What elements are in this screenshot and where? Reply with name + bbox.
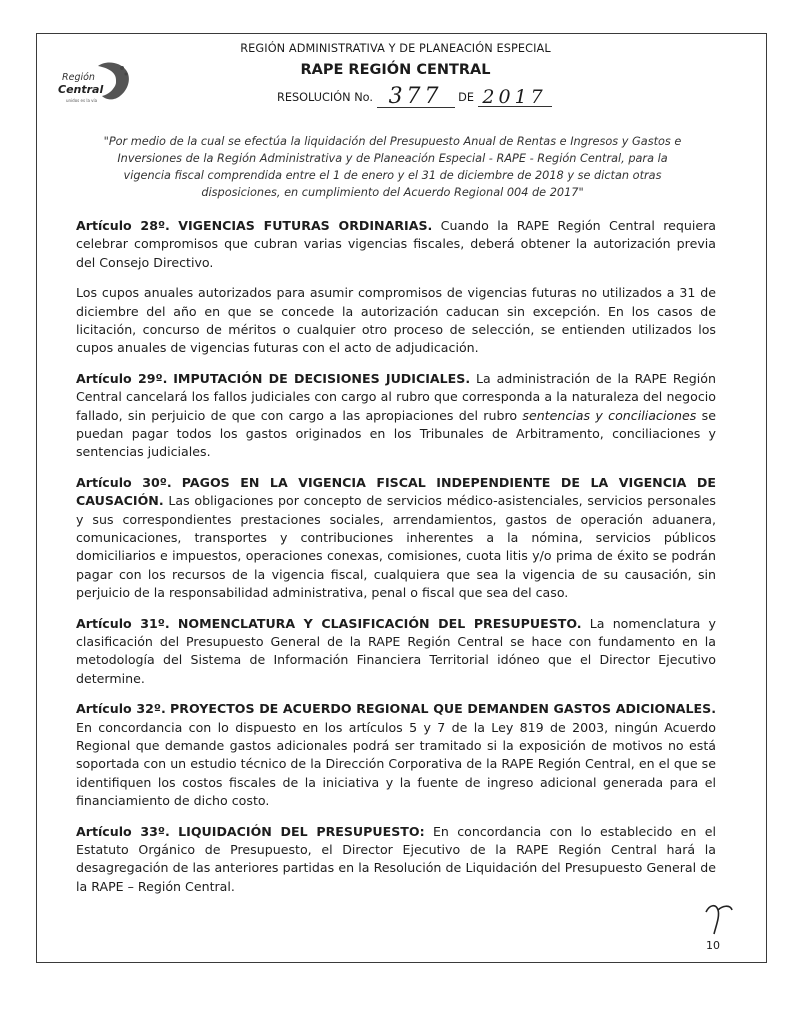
resolution-number: 377 — [388, 84, 443, 109]
article-30-text: Las obligaciones por concepto de servicios médico-asistenciales, servicios personales y sus correspondientes prestaciones sociales, arrendamientos, gastos de operación aduanera, comunicaciones, transportes y contribuciones inherentes a la nómina, servicios públicos domiciliarios e impuestos, operaciones conexas, comisiones, cuota litis y/o prima de éxito se podrán pagar con los recursos de la vigencia fiscal, cualquiera que sea la vigencia de su causación, sin perjuicio de la responsabilidad administrativa, penal o fiscal que sea del caso. — [76, 493, 716, 600]
article-32 — [76, 700, 716, 810]
resolution-year-blank — [478, 84, 552, 107]
article-29-title: IMPUTACIÓN DE DECISIONES JUDICIALES. — [173, 371, 471, 387]
resolution-line — [277, 82, 552, 108]
article-28 — [76, 217, 716, 272]
svg-text:Región: Región — [62, 72, 95, 83]
resolution-year: 2017 — [482, 86, 547, 108]
article-33-title: LIQUIDACIÓN DEL PRESUPUESTO: — [178, 823, 425, 839]
page-number: 10 — [706, 939, 720, 952]
article-32-text: En concordancia con lo dispuesto en los artículos 5 y 7 de la Ley 819 de 2003, ningún Acuerdo Regional que demande gastos adicionales podrá ser tramitado si la exposición de motivos no está soportada con un estudio técnico de la Dirección Corporativa de la RAPE Región Central, en el que se identifiquen los costos fiscales de la iniciativa y la fuente de ingreso adicional generada para el financiamiento de dicho costo. — [76, 719, 716, 808]
article-31-text: La nomenclatura y clasificación del Presupuesto General de la RAPE Región Central se hace con fundamento en la metodología del Sistema de Información Financiera Territorial idóneo que el Director Ejecutivo determine. — [76, 615, 716, 686]
svg-text:unidos es la vía: unidos es la vía — [66, 98, 98, 103]
header-entity-line: REGIÓN ADMINISTRATIVA Y DE PLANEACIÓN ESPECIAL — [240, 42, 551, 55]
de-label: DE — [458, 91, 474, 104]
article-32-title: PROYECTOS DE ACUERDO REGIONAL QUE DEMANDEN GASTOS ADICIONALES. — [170, 701, 716, 717]
article-30 — [76, 474, 716, 602]
handwritten-initial-mark — [700, 898, 736, 938]
article-31 — [76, 615, 716, 688]
article-28-text: Cuando la RAPE Región Central requiera celebrar compromisos que cubran varias vigencias fiscales, deberá obtener la autorización previa del Consejo Directivo. — [76, 218, 716, 270]
article-29-label: Artículo 29º. — [76, 371, 168, 387]
article-28-paragraph-2: Los cupos anuales autorizados para asumir compromisos de vigencias futuras no utilizados a 31 de diciembre del año en que se concede la autorización caducan sin excepción. En los casos de licitación, concurso de méritos o cualquier otro proceso de selección, se entienden utilizados los cupos anuales de vigencias futuras con el acto de adjudicación. — [76, 285, 716, 356]
article-29-text-b: se puedan pagar todos los gastos originados en los Tribunales de Arbitramento, conciliaciones y sentencias judiciales. — [76, 407, 716, 460]
svg-text:Central: Central — [58, 83, 104, 96]
article-31-label: Artículo 31º. — [76, 615, 170, 631]
article-29 — [76, 370, 716, 461]
article-33 — [76, 823, 716, 896]
article-31-title: NOMENCLATURA Y CLASIFICACIÓN DEL PRESUPUESTO. — [177, 615, 582, 631]
resolution-subtitle: "Por medio de la cual se efectúa la liquidación del Presupuesto Anual de Rentas e Ingresos y Gastos e Inversiones de la Región Administrativa y de Planeación Especial - RAPE - Región Central, para la vigencia fiscal comprendida entre el 1 de enero y el 31 de diciembre de 2018 y se dictan otras disposiciones, en cumplimiento del Acuerdo Regional 004 de 2017" — [103, 135, 682, 199]
article-28-label: Artículo 28º. — [76, 218, 170, 233]
article-28-title: VIGENCIAS FUTURAS ORDINARIAS. — [178, 218, 433, 233]
resolution-number-blank — [377, 82, 455, 108]
article-29-text-a: La administración de la RAPE Región Central cancelará los fallos judiciales con cargo al rubro que corresponda a la naturaleza del negocio fallado, sin perjuicio de que con cargo a las apropiaciones del rubro — [76, 371, 716, 423]
article-30-title: PAGOS EN LA VIGENCIA FISCAL INDEPENDIENTE DE LA VIGENCIA DE CAUSACIÓN. — [76, 475, 716, 509]
header-rape-line: RAPE REGIÓN CENTRAL — [300, 62, 491, 78]
article-32-label: Artículo 32º. — [76, 701, 166, 717]
resolution-label: RESOLUCIÓN No. — [277, 91, 373, 104]
document-body — [76, 217, 716, 908]
article-29-emphasis: sentencias y conciliaciones — [522, 407, 697, 423]
article-33-text: En concordancia con lo establecido en el Estatuto Orgánico de Presupuesto, el Director Ejecutivo de la RAPE Región Central hará la desagregación de las anteriores partidas en la Resolución de Liquidación del Presupuesto General de la RAPE – Región Central. — [76, 823, 716, 894]
article-33-label: Artículo 33º. — [76, 823, 170, 839]
article-30-label: Artículo 30º. — [76, 475, 172, 491]
